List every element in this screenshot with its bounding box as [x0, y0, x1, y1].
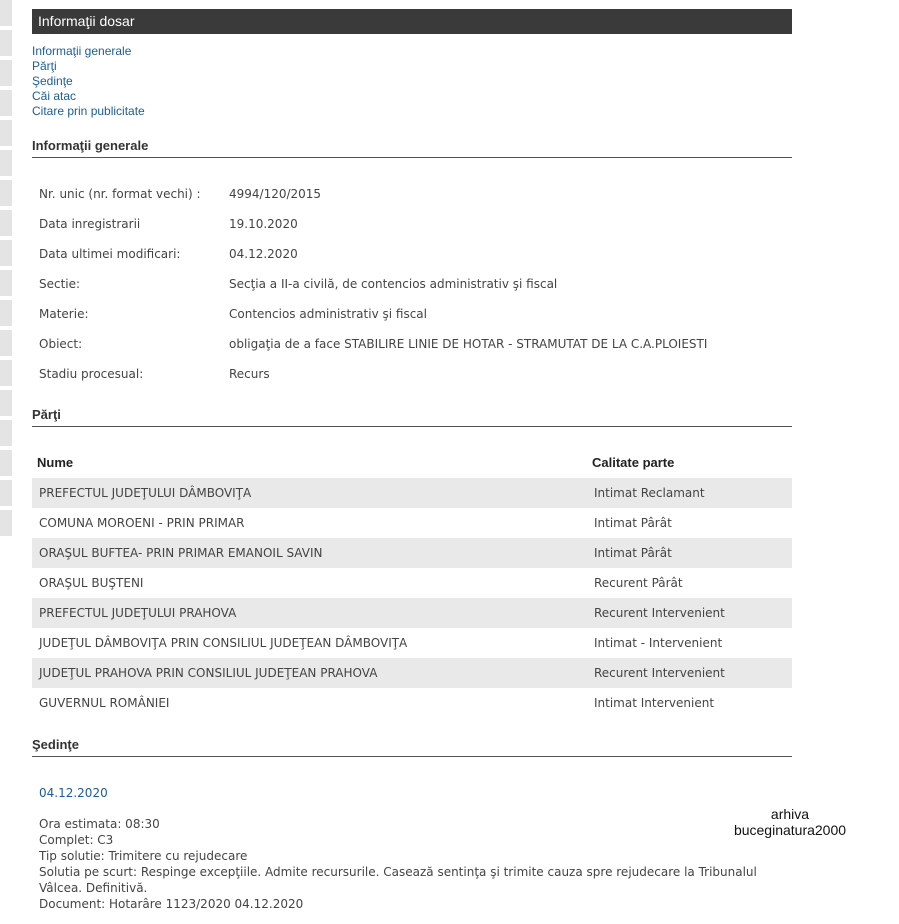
table-row [32, 598, 792, 628]
party-name: GUVERNUL ROMÂNIEI [39, 696, 170, 710]
info-label: Nr. unic (nr. format vechi) : [39, 187, 201, 201]
table-row [32, 508, 792, 538]
party-role: Intimat - Intervenient [594, 636, 723, 650]
party-role: Recurent Intervenient [594, 666, 725, 680]
info-label: Data ultimei modificari: [39, 247, 181, 261]
table-row [32, 628, 792, 658]
info-value: Secţia a II-a civilă, de contencios administrativ şi fiscal [229, 277, 558, 291]
party-role: Intimat Reclamant [594, 486, 705, 500]
parti-table-header [32, 453, 792, 473]
hearing-document: Document: Hotarâre 1123/2020 04.12.2020 [39, 897, 304, 911]
hearing-time: Ora estimata: 08:30 [39, 817, 160, 831]
party-name: JUDEŢUL PRAHOVA PRIN CONSILIUL JUDEŢEAN PRAHOVA [39, 666, 378, 680]
party-role: Recurent Pârât [594, 576, 683, 590]
sidebar-tab[interactable] [0, 240, 12, 268]
info-label: Stadiu procesual: [39, 367, 144, 381]
section-title-parti: Părţi [32, 407, 792, 427]
sidebar-tab[interactable] [0, 180, 12, 208]
column-header-nume: Nume [37, 455, 74, 470]
watermark [720, 806, 860, 838]
info-value: obligaţia de a face STABILIRE LINIE DE HOTAR - STRAMUTAT DE LA C.A.PLOIESTI [229, 337, 708, 351]
table-row [32, 688, 792, 718]
sidebar-tab[interactable] [0, 30, 12, 58]
table-row [32, 568, 792, 598]
party-name: ORAŞUL BUŞTENI [39, 576, 144, 590]
party-name: COMUNA MOROENI - PRIN PRIMAR [39, 516, 245, 530]
info-value: 4994/120/2015 [229, 187, 322, 201]
nav-link-cai-atac[interactable]: Căi atac [32, 89, 77, 103]
hearing-details [39, 816, 784, 912]
party-role: Intimat Pârât [594, 516, 672, 530]
sidebar-tab[interactable] [0, 90, 12, 118]
column-header-calitate: Calitate parte [592, 455, 675, 470]
info-label: Materie: [39, 307, 89, 321]
watermark-line-2: buceginatura2000 [733, 822, 847, 838]
info-value: 19.10.2020 [229, 217, 298, 231]
hearing-panel: Complet: C3 [39, 833, 114, 847]
info-value: Contencios administrativ şi fiscal [229, 307, 427, 321]
nav-link-sedinte[interactable]: Şedinţe [32, 74, 73, 88]
nav-link-citare[interactable]: Citare prin publicitate [32, 104, 145, 118]
section-nav [32, 44, 145, 119]
section-title-sedinte: Şedinţe [32, 737, 792, 757]
party-name: PREFECTUL JUDEŢULUI DÂMBOVIŢA [39, 486, 252, 500]
party-name: JUDEŢUL DÂMBOVIŢA PRIN CONSILIUL JUDEŢEAN DÂMBOVIŢA [39, 636, 408, 650]
table-row [32, 478, 792, 508]
info-label: Sectie: [39, 277, 81, 291]
section-title-general: Informaţii generale [32, 138, 792, 158]
sidebar-tab[interactable] [0, 60, 12, 88]
info-label: Data inregistrarii [39, 217, 141, 231]
party-role: Intimat Intervenient [594, 696, 715, 710]
party-name: PREFECTUL JUDEŢULUI PRAHOVA [39, 606, 237, 620]
left-sidebar-strip [0, 0, 12, 540]
party-name: ORAŞUL BUFTEA- PRIN PRIMAR EMANOIL SAVIN [39, 546, 323, 560]
sidebar-tab[interactable] [0, 150, 12, 178]
sidebar-tab[interactable] [0, 360, 12, 388]
sidebar-tab[interactable] [0, 510, 12, 538]
sidebar-tab[interactable] [0, 480, 12, 508]
info-value: 04.12.2020 [229, 247, 298, 261]
page-header: Informaţii dosar [32, 9, 792, 34]
party-role: Recurent Intervenient [594, 606, 725, 620]
sidebar-tab[interactable] [0, 270, 12, 298]
sidebar-tab[interactable] [0, 0, 12, 28]
nav-link-informatii-generale[interactable]: Informaţii generale [32, 44, 132, 58]
info-value: Recurs [229, 367, 270, 381]
party-role: Intimat Pârât [594, 546, 672, 560]
sidebar-tab[interactable] [0, 120, 12, 148]
sidebar-tab[interactable] [0, 300, 12, 328]
solution-type: Tip solutie: Trimitere cu rejudecare [39, 849, 248, 863]
hearing-date: 04.12.2020 [39, 786, 108, 800]
sidebar-tab[interactable] [0, 330, 12, 358]
sidebar-tab[interactable] [0, 450, 12, 478]
nav-link-parti[interactable]: Părţi [32, 59, 57, 73]
sidebar-tab[interactable] [0, 210, 12, 238]
table-row [32, 538, 792, 568]
solution-summary: Solutia pe scurt: Respinge excepţiile. Admite recursurile. Casează sentinţa şi trimite cauza spre rejudecare la Tribunalul Vâlcea. Definitivă. [39, 865, 757, 895]
sidebar-tab[interactable] [0, 420, 12, 448]
table-row [32, 658, 792, 688]
watermark-line-1: arhiva [770, 806, 810, 822]
sidebar-tab[interactable] [0, 390, 12, 418]
info-label: Obiect: [39, 337, 83, 351]
